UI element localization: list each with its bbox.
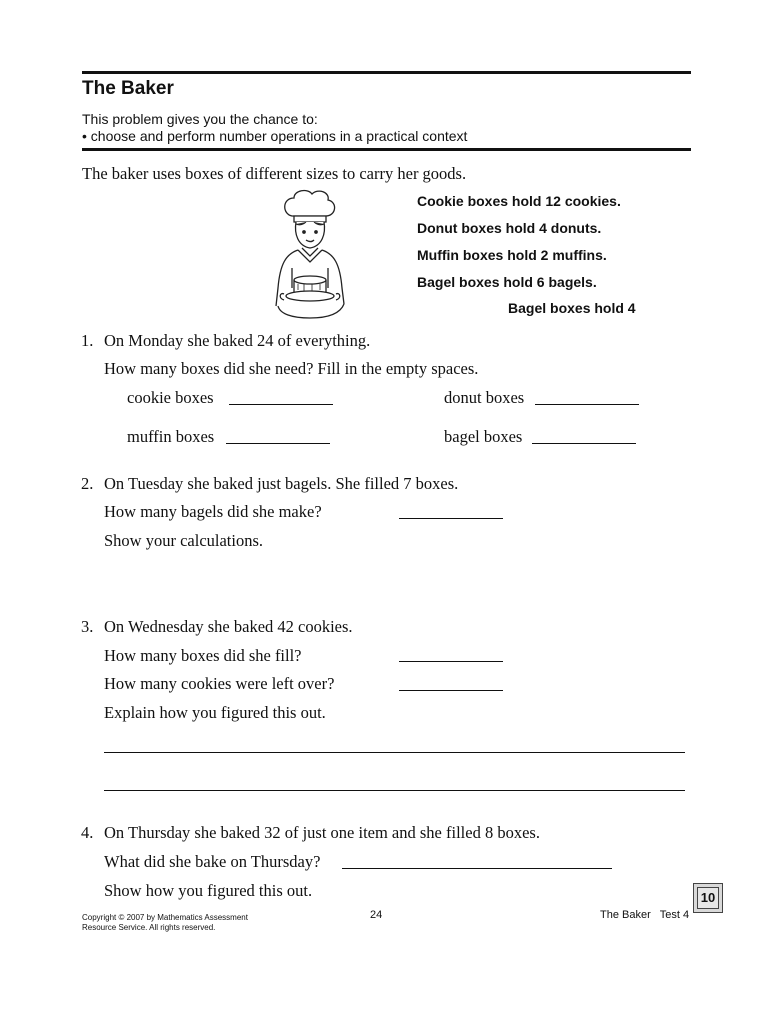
q2-number: 2. (81, 474, 94, 493)
q4-prompt: What did she bake on Thursday? (104, 852, 321, 871)
q4-number: 4. (81, 823, 94, 842)
q1-number: 1. (81, 331, 94, 350)
copyright-line-2: Resource Service. All rights reserved. (82, 923, 216, 932)
thursday-answer[interactable] (342, 868, 612, 869)
page-number: 24 (370, 909, 383, 921)
baker-illustration (268, 188, 352, 324)
header-rule (82, 148, 691, 151)
fact-bagel-duplicate: Bagel boxes hold 4 (508, 300, 636, 316)
q3-text: On Wednesday she baked 42 cookies. (104, 617, 353, 636)
q4-show: Show how you figured this out. (104, 881, 313, 900)
bagel-boxes-answer[interactable] (532, 443, 636, 444)
intro-line: This problem gives you the chance to: (82, 111, 318, 127)
cookie-boxes-label: cookie boxes (127, 388, 214, 407)
explain-line-1[interactable] (104, 752, 685, 753)
fact-donut: Donut boxes hold 4 donuts. (417, 220, 602, 236)
donut-boxes-label: donut boxes (444, 388, 525, 407)
fact-bagel: Bagel boxes hold 6 bagels. (417, 274, 597, 290)
intro-bullet: • choose and perform number operations in a practical context (82, 128, 468, 144)
q4-text: On Thursday she baked 32 of just one item and she filled 8 boxes. (104, 823, 540, 842)
q2-show: Show your calculations. (104, 531, 264, 550)
explain-line-2[interactable] (104, 790, 685, 791)
bagel-boxes-label: bagel boxes (444, 427, 523, 446)
q3-explain: Explain how you figured this out. (104, 703, 326, 722)
q2-text: On Tuesday she baked just bagels. She filled 7 boxes. (104, 474, 459, 493)
intro-sentence: The baker uses boxes of different sizes to carry her goods. (82, 164, 467, 183)
test-label: The Baker Test 4 (600, 909, 690, 921)
bagels-answer[interactable] (399, 518, 503, 519)
page-title: The Baker (82, 78, 174, 99)
q3-prompt-boxes: How many boxes did she fill? (104, 646, 302, 665)
leftover-answer[interactable] (399, 690, 503, 691)
top-rule (82, 71, 691, 74)
q3-prompt-leftover: How many cookies were left over? (104, 674, 335, 693)
boxes-filled-answer[interactable] (399, 661, 503, 662)
muffin-boxes-answer[interactable] (226, 443, 330, 444)
fact-cookie: Cookie boxes hold 12 cookies. (417, 193, 621, 209)
muffin-boxes-label: muffin boxes (127, 427, 215, 446)
donut-boxes-answer[interactable] (535, 404, 639, 405)
score-value: 10 (697, 887, 719, 909)
score-box (693, 883, 723, 913)
q3-number: 3. (81, 617, 94, 636)
cookie-boxes-answer[interactable] (229, 404, 333, 405)
q1-text: On Monday she baked 24 of everything. (104, 331, 371, 350)
fact-muffin: Muffin boxes hold 2 muffins. (417, 247, 607, 263)
q2-prompt: How many bagels did she make? (104, 502, 322, 521)
copyright-line-1: Copyright © 2007 by Mathematics Assessment (82, 913, 248, 922)
q1-prompt: How many boxes did she need? Fill in the empty spaces. (104, 359, 479, 378)
